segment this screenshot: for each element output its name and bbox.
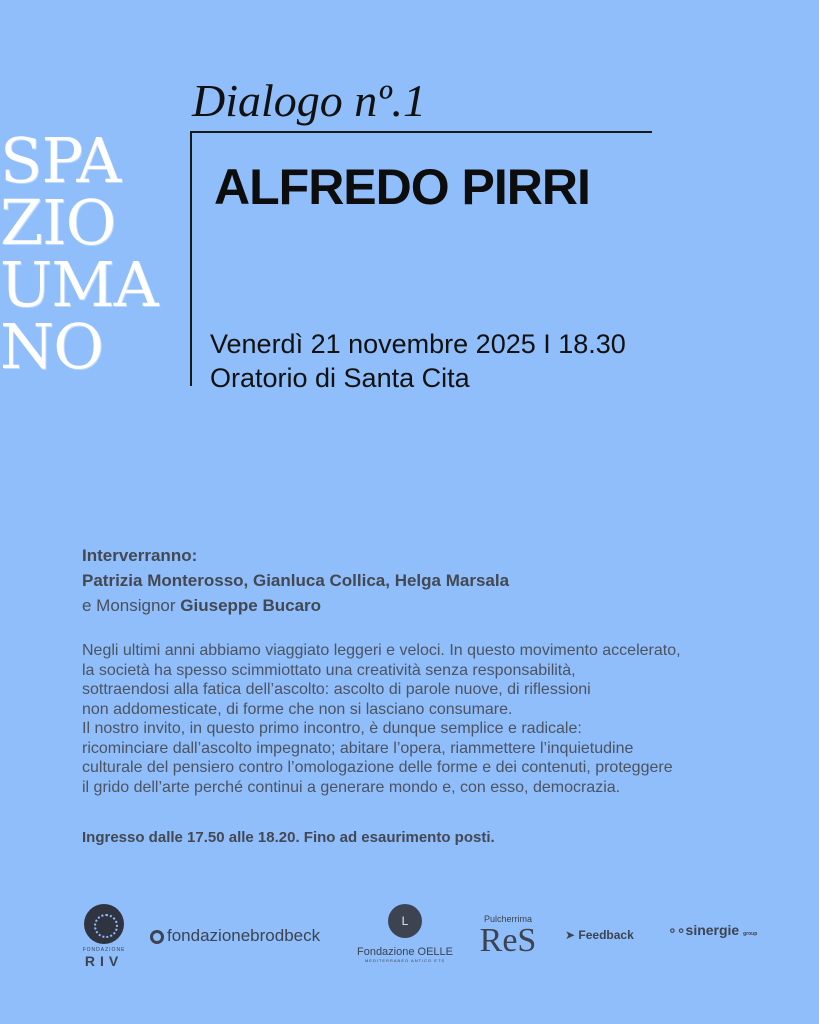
description-line: non addomesticate, di forme che non si lasciano consumare. bbox=[82, 700, 513, 718]
res-mark: ReS bbox=[479, 922, 537, 959]
sponsor-logos bbox=[0, 890, 819, 990]
description-line: sottraendosi alla fatica dell’ascolto: ascolto di parole nuove, di riflessioni bbox=[82, 681, 591, 698]
oelle-sub: MEDITERRANEO ANTICO ETS bbox=[364, 958, 446, 963]
riv-logo bbox=[82, 904, 126, 969]
logo-line: SPA bbox=[0, 124, 121, 197]
logo-line: UMA bbox=[0, 248, 158, 321]
event-date: Venerdì 21 novembre 2025 I 18.30 bbox=[210, 329, 626, 359]
feedback-logo bbox=[565, 928, 634, 942]
description-line: ricominciare dall’ascolto impegnato; abitare l’opera, riammettere l’inquietudine bbox=[82, 739, 634, 757]
description bbox=[82, 641, 772, 797]
description-line: il grido dell’arte perché continui a generare mondo e, con esso, democrazia. bbox=[82, 778, 621, 796]
oelle-name: Fondazione OELLE bbox=[356, 946, 453, 958]
brodbeck-name: fondazionebrodbeck bbox=[167, 926, 321, 945]
riv-emblem-icon bbox=[84, 904, 124, 944]
speaker-name: ALFREDO PIRRI bbox=[214, 159, 590, 215]
sinergie-name: sinergie bbox=[685, 922, 740, 938]
feedback-name: Feedback bbox=[578, 928, 634, 942]
sinergie-sub: group bbox=[743, 931, 758, 937]
speakers-prefix: e Monsignor bbox=[82, 596, 176, 615]
res-top: Pulcherrima bbox=[483, 914, 532, 924]
event-venue: Oratorio di Santa Cita bbox=[210, 363, 470, 393]
speakers-names: Patrizia Monterosso, Gianluca Collica, Helga Marsala bbox=[82, 571, 510, 590]
description-line: la società ha spesso scimmiottato una creatività senza responsabilità, bbox=[82, 661, 576, 679]
description-line: culturale del pensiero contro l’omologazione delle forme e dei contenuti, proteggere bbox=[82, 759, 673, 776]
sinergie-icon: ∘∘ bbox=[668, 922, 686, 938]
riv-small-label: FONDAZIONE bbox=[82, 947, 126, 953]
speakers-block bbox=[82, 543, 509, 618]
header-divider bbox=[192, 131, 652, 133]
logo-line: ZIO bbox=[0, 186, 116, 259]
speakers-last: Giuseppe Bucaro bbox=[180, 596, 322, 615]
sinergie-logo bbox=[668, 922, 757, 939]
series-title: Dialogo nº.1 bbox=[192, 75, 427, 126]
oelle-mark: L bbox=[388, 904, 422, 938]
oelle-logo bbox=[350, 904, 460, 963]
brodbeck-icon bbox=[150, 930, 164, 944]
brodbeck-logo bbox=[150, 926, 320, 946]
riv-name: RIV bbox=[84, 953, 124, 969]
vertical-divider bbox=[190, 131, 192, 386]
logo-line: NO bbox=[0, 310, 104, 383]
feedback-icon: ➤ bbox=[565, 928, 576, 942]
spazio-umano-logo bbox=[0, 124, 190, 383]
event-details bbox=[210, 327, 626, 395]
entry-info: Ingresso dalle 17.50 alle 18.20. Fino ad esaurimento posti. bbox=[82, 829, 495, 846]
speakers-heading: Interverranno: bbox=[82, 546, 198, 565]
description-line: Negli ultimi anni abbiamo viaggiato leggeri e veloci. In questo movimento accelerato, bbox=[82, 642, 681, 659]
res-logo bbox=[478, 914, 538, 958]
description-line: Il nostro invito, in questo primo incontro, è dunque semplice e radicale: bbox=[82, 720, 582, 737]
